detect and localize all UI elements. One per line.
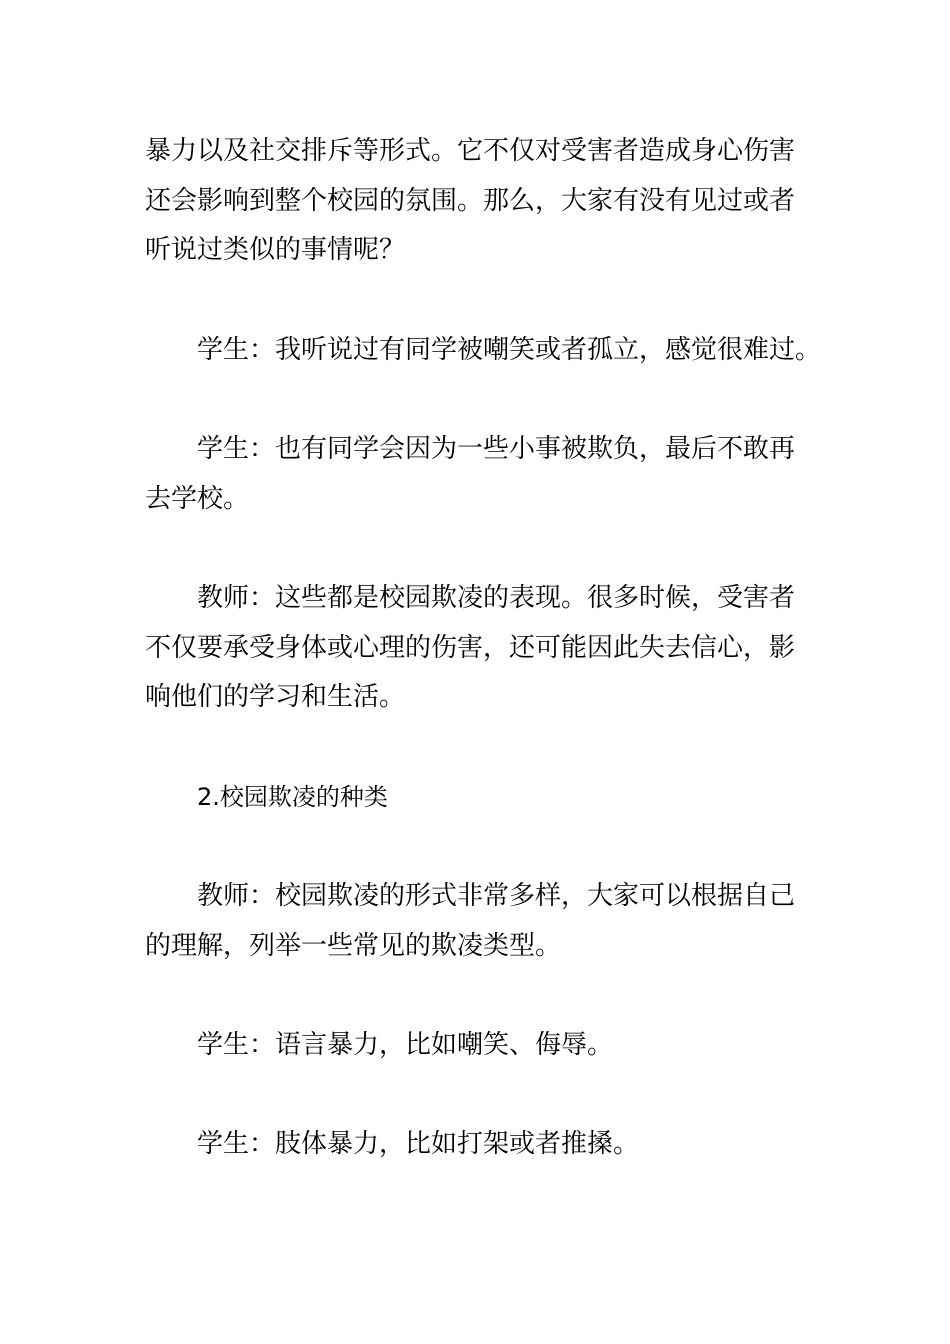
paragraph-student-2	[145, 425, 810, 524]
text-line: 2.校园欺凌的种类	[197, 783, 388, 811]
paragraph-teacher-1	[145, 574, 810, 723]
paragraph-student-4	[145, 1120, 810, 1170]
paragraph-continuation	[145, 127, 810, 276]
text-line: 听说过类似的事情呢？	[145, 235, 406, 265]
text-line: 不仅要承受身体或心理的伤害，还可能因此失去信心，影	[145, 632, 796, 663]
text-line: 教师：校园欺凌的形式非常多样，大家可以根据自己	[197, 881, 796, 911]
text-line: 学生：语言暴力，比如嘲笑、侮辱。	[197, 1030, 614, 1060]
text-line: 响他们的学习和生活。	[145, 682, 406, 712]
text-line: 去学校。	[145, 483, 250, 514]
paragraph-student-1	[145, 326, 822, 376]
text-line: 暴力以及社交排斥等形式。它不仅对受害者造成身心伤害	[145, 136, 796, 166]
paragraph-teacher-2	[145, 872, 810, 971]
paragraph-student-3	[145, 1021, 810, 1071]
text-line: 学生：也有同学会因为一些小事被欺负，最后不敢再	[197, 434, 796, 464]
text-line: 还会影响到整个校园的氛围。那么，大家有没有见过或者	[145, 185, 796, 216]
text-line: 的理解，列举一些常见的欺凌类型。	[145, 930, 562, 961]
text-line: 学生：我听说过有同学被嘲笑或者孤立，感觉很难过。	[197, 335, 822, 365]
text-line: 教师：这些都是校园欺凌的表现。很多时候，受害者	[197, 583, 796, 613]
section-heading	[145, 773, 810, 823]
text-line: 学生：肢体暴力，比如打架或者推搡。	[197, 1129, 640, 1159]
